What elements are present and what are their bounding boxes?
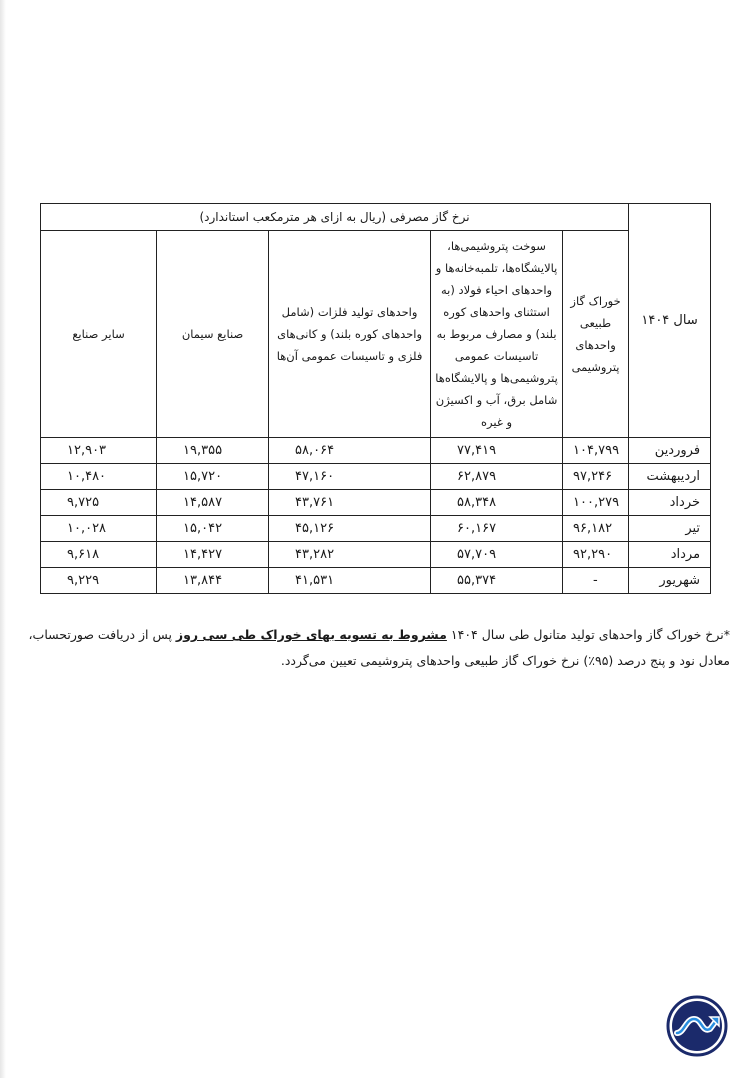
cell-other: ۹,۶۱۸ (41, 542, 157, 568)
cell-month: مرداد (629, 542, 711, 568)
footnote-text-2: پس از دریافت صورتحساب، معادل نود و پنج درصد (۹۵٪) نرخ خوراک گاز طبیعی واحدهای پتروشیمی تعیین می‌گردد. (28, 627, 730, 668)
cell-fuel: ۵۷,۷۰۹ (431, 542, 563, 568)
cell-month: خرداد (629, 490, 711, 516)
table-row (41, 464, 711, 490)
group-header: نرخ گاز مصرفی (ریال به ازای هر مترمکعب استاندارد) (41, 204, 629, 231)
col-header-cement: صنایع سیمان (157, 231, 269, 438)
table-row (41, 490, 711, 516)
cell-cement: ۱۹,۳۵۵ (157, 438, 269, 464)
col-header-petro: خوراک گاز طبیعی واحدهای پتروشیمی (563, 231, 629, 438)
cell-petro: ۹۷,۲۴۶ (563, 464, 629, 490)
cell-other: ۹,۲۲۹ (41, 568, 157, 594)
cell-petro: ۱۰۴,۷۹۹ (563, 438, 629, 464)
cell-petro: ۹۶,۱۸۲ (563, 516, 629, 542)
cell-fuel: ۵۸,۳۴۸ (431, 490, 563, 516)
cell-cement: ۱۴,۵۸۷ (157, 490, 269, 516)
cell-metals: ۴۵,۱۲۶ (269, 516, 431, 542)
col-header-fuel: سوخت پتروشیمی‌ها، پالایشگاه‌ها، تلمبه‌خانه‌ها و واحدهای احیاء فولاد (به استثنای واحدهای کوره بلند) و مصارف مربوط به تاسیسات عمومی پتروشیمی‌ها و پالایشگاه‌ها شامل برق، آب و اکسیژن و غیره (431, 231, 563, 438)
table-row (41, 542, 711, 568)
brand-logo-icon (666, 995, 728, 1057)
year-header: سال ۱۴۰۴ (629, 204, 711, 438)
cell-cement: ۱۴,۴۲۷ (157, 542, 269, 568)
cell-metals: ۴۳,۲۸۲ (269, 542, 431, 568)
cell-other: ۱۰,۰۲۸ (41, 516, 157, 542)
cell-fuel: ۶۰,۱۶۷ (431, 516, 563, 542)
cell-month: شهریور (629, 568, 711, 594)
footnote (10, 622, 730, 674)
footnote-emphasis: مشروط به تسویه بهای خوراک طی سی روز (175, 627, 447, 642)
footnote-text-1: *نرخ خوراک گاز واحدهای تولید متانول طی سال ۱۴۰۴ (446, 627, 730, 642)
page-edge-shadow (0, 0, 6, 1078)
cell-petro: ۱۰۰,۲۷۹ (563, 490, 629, 516)
cell-petro: ۹۲,۲۹۰ (563, 542, 629, 568)
table-row (41, 516, 711, 542)
col-header-metals: واحدهای تولید فلزات (شامل واحدهای کوره بلند) و کانی‌های فلزی و تاسیسات عمومی آن‌ها (269, 231, 431, 438)
cell-metals: ۵۸,۰۶۴ (269, 438, 431, 464)
cell-fuel: ۶۲,۸۷۹ (431, 464, 563, 490)
cell-month: فروردین (629, 438, 711, 464)
cell-metals: ۴۳,۷۶۱ (269, 490, 431, 516)
cell-other: ۹,۷۲۵ (41, 490, 157, 516)
cell-metals: ۴۱,۵۳۱ (269, 568, 431, 594)
cell-fuel: ۵۵,۳۷۴ (431, 568, 563, 594)
gas-rate-table (40, 203, 711, 594)
cell-fuel: ۷۷,۴۱۹ (431, 438, 563, 464)
cell-metals: ۴۷,۱۶۰ (269, 464, 431, 490)
cell-other: ۱۲,۹۰۳ (41, 438, 157, 464)
cell-petro: - (563, 568, 629, 594)
cell-month: تیر (629, 516, 711, 542)
cell-cement: ۱۵,۷۲۰ (157, 464, 269, 490)
table-row (41, 438, 711, 464)
table-row (41, 568, 711, 594)
cell-month: اردیبهشت (629, 464, 711, 490)
col-header-other: سایر صنایع (41, 231, 157, 438)
cell-cement: ۱۳,۸۴۴ (157, 568, 269, 594)
cell-other: ۱۰,۴۸۰ (41, 464, 157, 490)
cell-cement: ۱۵,۰۴۲ (157, 516, 269, 542)
